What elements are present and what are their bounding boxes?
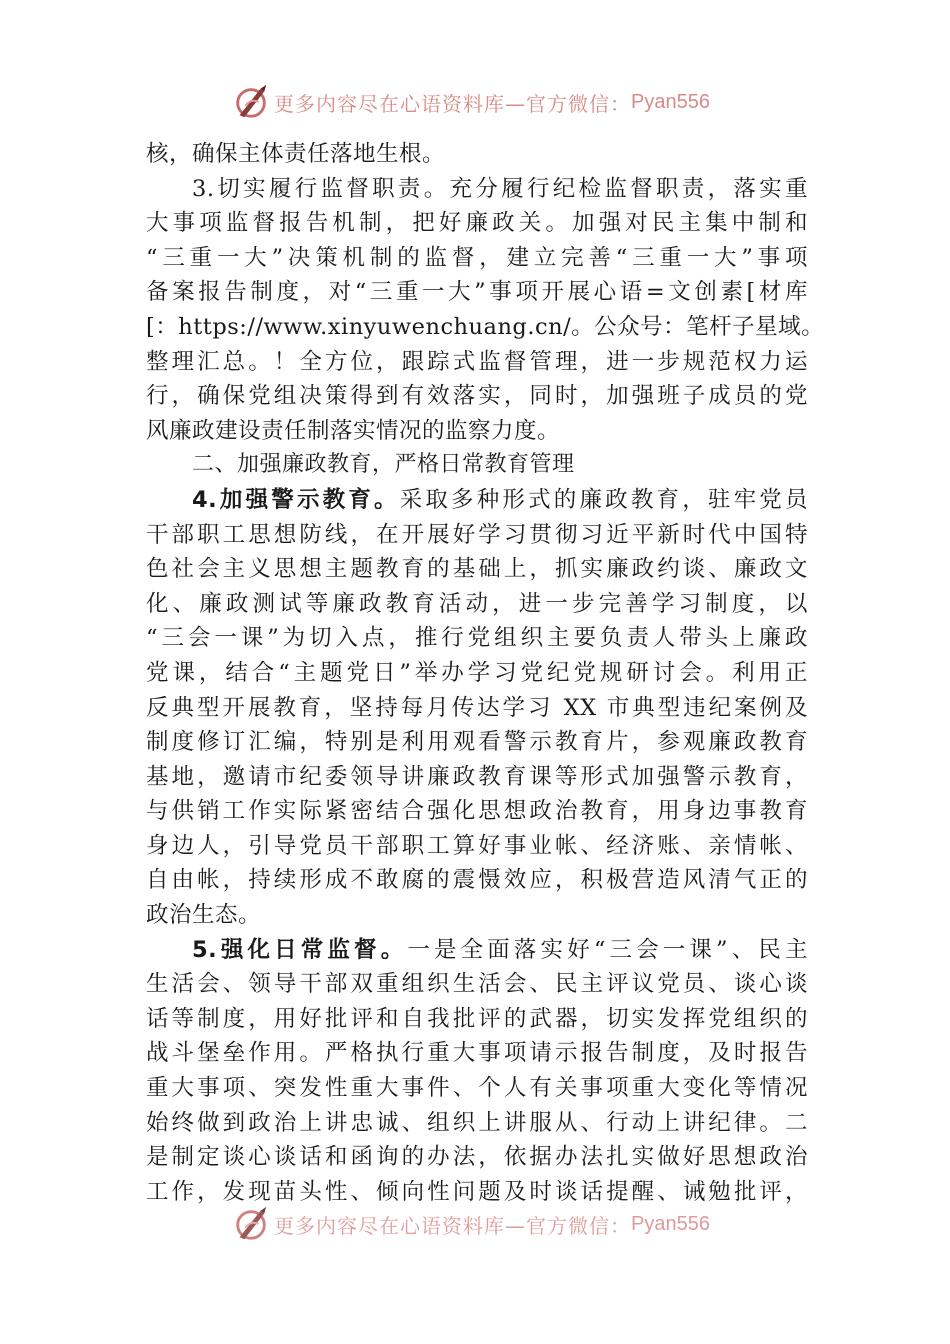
paragraph-line: “三会一课”为切入点，推行党组织主要负责人带头上廉政 xyxy=(146,625,808,652)
paragraph-line: [：https://www.xinyuwenchuang.cn/。公众号：笔杆子星域。 xyxy=(146,313,825,340)
paragraph-line: 大事项监督报告机制，把好廉政关。加强对民主集中制和 xyxy=(146,210,808,237)
paragraph-line: 风廉政建设责任制落实情况的监察力度。 xyxy=(146,417,561,444)
paragraph-line-text: 采取多种形式的廉政教育，驻牢党员 xyxy=(399,486,808,513)
paragraph-line-text: 一是全面落实好“三会一课”、民主 xyxy=(407,936,808,963)
watermark-text: 更多内容尽在心语资料库—官方微信： xyxy=(274,1213,631,1238)
paragraph-line: 制度修订汇编，特别是利用观看警示教育片，参观廉政教育 xyxy=(146,729,808,756)
paragraph-line: 战斗堡垒作用。严格执行重大事项请示报告制度，及时报告 xyxy=(146,1040,808,1067)
paragraph-line: 行，确保党组决策得到有效落实，同时，加强班子成员的党 xyxy=(146,383,808,410)
paragraph-line-with-lead xyxy=(146,933,808,968)
watermark-footer xyxy=(232,1204,710,1244)
document-body xyxy=(146,137,825,1209)
paragraph-line: 政治生态。 xyxy=(146,902,262,929)
paragraph-line: 党课，结合“主题党日”举办学习党纪党规研讨会。利用正 xyxy=(146,659,808,686)
paragraph-line: 话等制度，用好批评和自我批评的武器，切实发挥党组织的 xyxy=(146,1005,808,1032)
paragraph-line: 反典型开展教育，坚持每月传达学习 XX 市典型违纪案例及 xyxy=(146,694,808,721)
paragraph-line: 基地，邀请市纪委领导讲廉政教育课等形式加强警示教育， xyxy=(146,763,808,790)
item-5-lead: 5.强化日常监督。 xyxy=(192,936,408,963)
pen-seal-icon xyxy=(232,83,270,121)
paragraph-line: 是制定谈心谈话和函询的办法，依据办法扎实做好思想政治 xyxy=(146,1144,808,1171)
watermark-header xyxy=(232,82,710,122)
paragraph-line: 整理汇总。！全方位，跟踪式监督管理，进一步规范权力运 xyxy=(146,348,808,375)
watermark-text: 更多内容尽在心语资料库—官方微信： xyxy=(274,91,631,116)
paragraph-line: “三重一大”决策机制的监督，建立完善“三重一大”事项 xyxy=(146,244,808,271)
paragraph-line: 备案报告制度，对“三重一大”事项开展心语=文创素[材库 xyxy=(146,279,808,306)
paragraph-line: 核，确保主体责任落地生根。 xyxy=(146,141,446,167)
paragraph-line: 干部职工思想防线，在开展好学习贯彻习近平新时代中国特 xyxy=(146,521,808,548)
item-4-lead: 4.加强警示教育。 xyxy=(192,486,400,513)
paragraph-line: 生活会、领导干部双重组织生活会、民主评议党员、谈心谈 xyxy=(146,971,808,998)
paragraph-line: 工作，发现苗头性、倾向性问题及时谈话提醒、诫勉批评， xyxy=(146,1178,808,1205)
paragraph-line: 自由帐，持续形成不敢腐的震慑效应，积极营造风清气正的 xyxy=(146,867,808,894)
watermark-handle: Pyan556 xyxy=(631,90,710,113)
paragraph-line: 与供销工作实际紧密结合强化思想政治教育，用身边事教育 xyxy=(146,798,808,825)
section-heading: 二、加强廉政教育，严格日常教育管理 xyxy=(192,452,575,478)
paragraph-line: 3.切实履行监督职责。充分履行纪检监督职责，落实重 xyxy=(192,175,808,202)
paragraph-line: 化、廉政测试等廉政教育活动，进一步完善学习制度，以 xyxy=(146,590,808,617)
paragraph-line: 身边人，引导党员干部职工算好事业帐、经济账、亲情帐、 xyxy=(146,832,808,859)
paragraph-line: 色社会主义思想主题教育的基础上，抓实廉政约谈、廉政文 xyxy=(146,556,808,583)
watermark-handle: Pyan556 xyxy=(631,1212,710,1235)
paragraph-line-with-lead xyxy=(146,483,808,518)
paragraph-line: 重大事项、突发性重大事件、个人有关事项重大变化等情况 xyxy=(146,1075,808,1102)
pen-seal-icon xyxy=(232,1205,270,1243)
paragraph-line: 始终做到政治上讲忠诚、组织上讲服从、行动上讲纪律。二 xyxy=(146,1109,808,1136)
